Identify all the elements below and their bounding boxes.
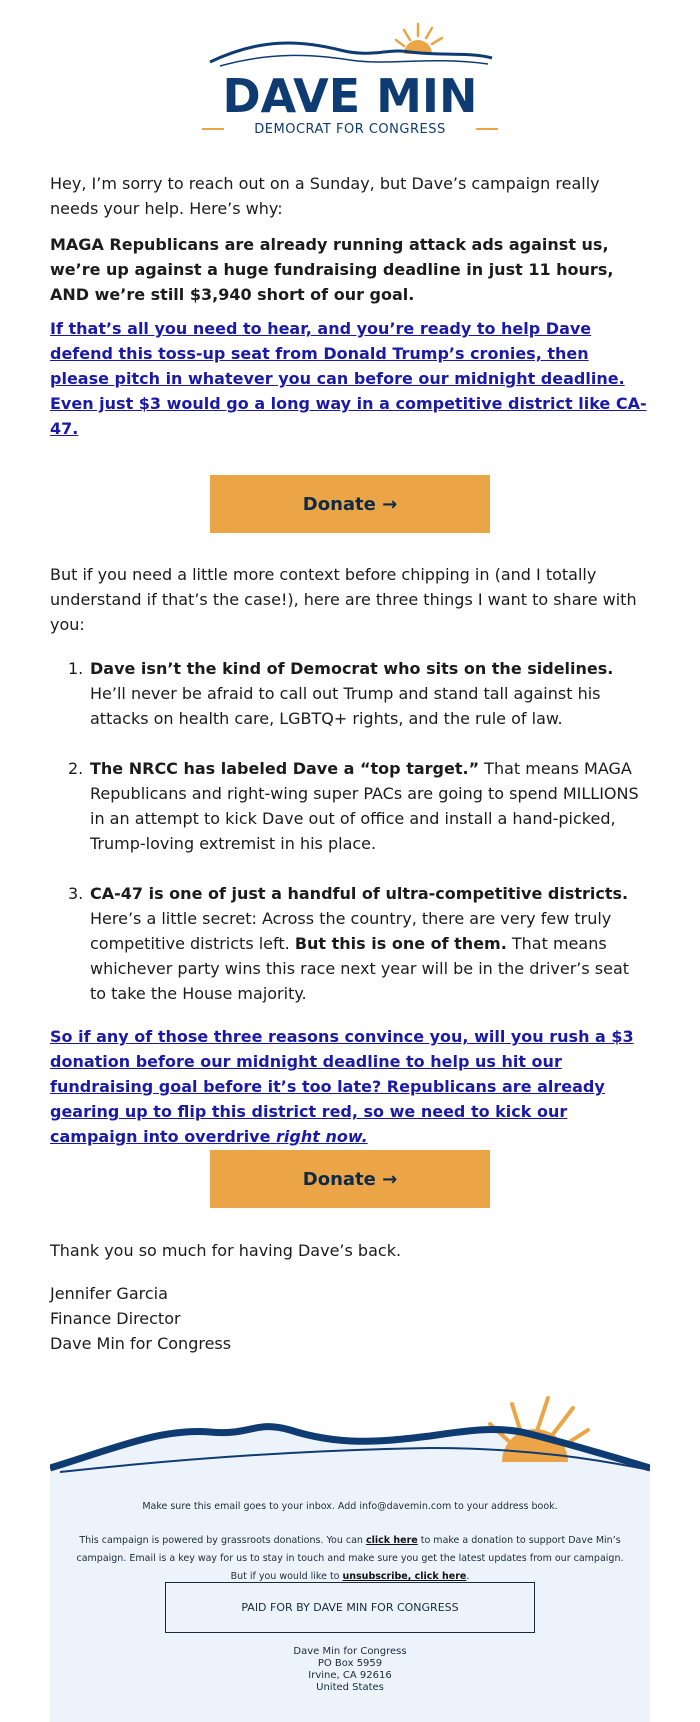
list-item [50,756,650,856]
context-paragraph: But if you need a little more context before chipping in (and I totally understand if that’s the case!), here are three things I want to share with you: [50,565,637,634]
list-item-lead: The NRCC has labeled Dave a “top target.” [90,759,480,778]
list-number: 1. [68,659,84,678]
list-item [50,881,650,1006]
donate-appeal-text: So if any of those three reasons convince you, will you rush a $3 donation before our midnight deadline to help us hit our fundraising goal before it’s too late? Republicans are already gearing up to flip this district red, so we need to kick our campaign into overdrive [50,1027,634,1146]
list-item-lead: Dave isn’t the kind of Democrat who sits on the sidelines. [90,659,614,678]
address-line: Dave Min for Congress [293,1646,407,1657]
list-item-text: Here’s a little secret: Across the country, there are very few truly competitive districts left. [90,909,612,953]
address-line: Irvine, CA 92616 [308,1670,392,1681]
powered-note [70,1532,630,1586]
list-item-lead-2: But this is one of them. [294,934,507,953]
unsubscribe-link[interactable]: unsubscribe, click here [342,1571,467,1582]
logo-graphic [200,18,500,138]
click-here-link[interactable]: click here [365,1535,418,1546]
donate-appeal-emphasis: right now. [276,1127,368,1146]
list-item-text: That means whichever party wins this race next year will be in the driver’s seat to take the House majority. [90,934,630,1003]
logo-name: DAVE MIN [222,69,478,123]
campaign-logo [0,18,700,148]
powered-text: to make a donation to support Dave Min’s campaign. Email is a key way for us to stay in touch and make sure you get the latest updates from our campaign. But if you would like to [76,1535,624,1582]
donate-appeal-link-1[interactable]: If that’s all you need to hear, and you’re ready to help Dave defend this toss-up seat from Donald Trump’s cronies, then please pitch in whatever you can before our midnight deadline. Even just $3 would go a long way in a competitive district like CA-47. [50,319,647,438]
thanks-paragraph: Thank you so much for having Dave’s back. [50,1241,402,1260]
donate-button[interactable]: Donate → [210,1150,490,1208]
signature-org: Dave Min for Congress [50,1334,232,1353]
powered-text: This campaign is powered by grassroots donations. You can [79,1535,366,1546]
list-number: 2. [68,759,84,778]
list-item-lead: CA-47 is one of just a handful of ultra-competitive districts. [90,884,629,903]
intro-paragraph: Hey, I’m sorry to reach out on a Sunday, but Dave’s campaign really needs your help. Here’s why: [50,174,600,218]
reasons-list [50,656,650,1006]
powered-text: . [466,1571,470,1582]
paid-for-box: PAID FOR BY DAVE MIN FOR CONGRESS [165,1582,535,1633]
footer [50,1390,650,1722]
deadline-paragraph: MAGA Republicans are already running attack ads against us, we’re up against a huge fundraising deadline in just 11 hours, AND we’re still $3,940 short of our goal. [50,235,614,304]
inbox-note: Make sure this email goes to your inbox. Add info@davemin.com to your address book. [142,1501,558,1512]
footer-wave-graphic [50,1390,650,1500]
list-item-text: He’ll never be afraid to call out Trump and stand tall against his attacks on health care, LGBTQ+ rights, and the rule of law. [90,684,601,728]
mailing-address [50,1646,650,1694]
signature [50,1281,650,1356]
address-line: United States [316,1682,384,1693]
signature-name: Jennifer Garcia [50,1284,168,1303]
signature-title: Finance Director [50,1309,181,1328]
address-line: PO Box 5959 [317,1658,383,1669]
donate-button[interactable]: Donate → [210,475,490,533]
list-number: 3. [68,884,84,903]
list-item [50,656,650,731]
donate-appeal-link-2[interactable] [50,1027,634,1146]
logo-tagline: DEMOCRAT FOR CONGRESS [254,122,446,137]
list-item-text: That means MAGA Republicans and right-wing super PACs are going to spend MILLIONS in an attempt to kick Dave out of office and install a hand-picked, Trump-loving extremist in his place. [90,759,639,853]
